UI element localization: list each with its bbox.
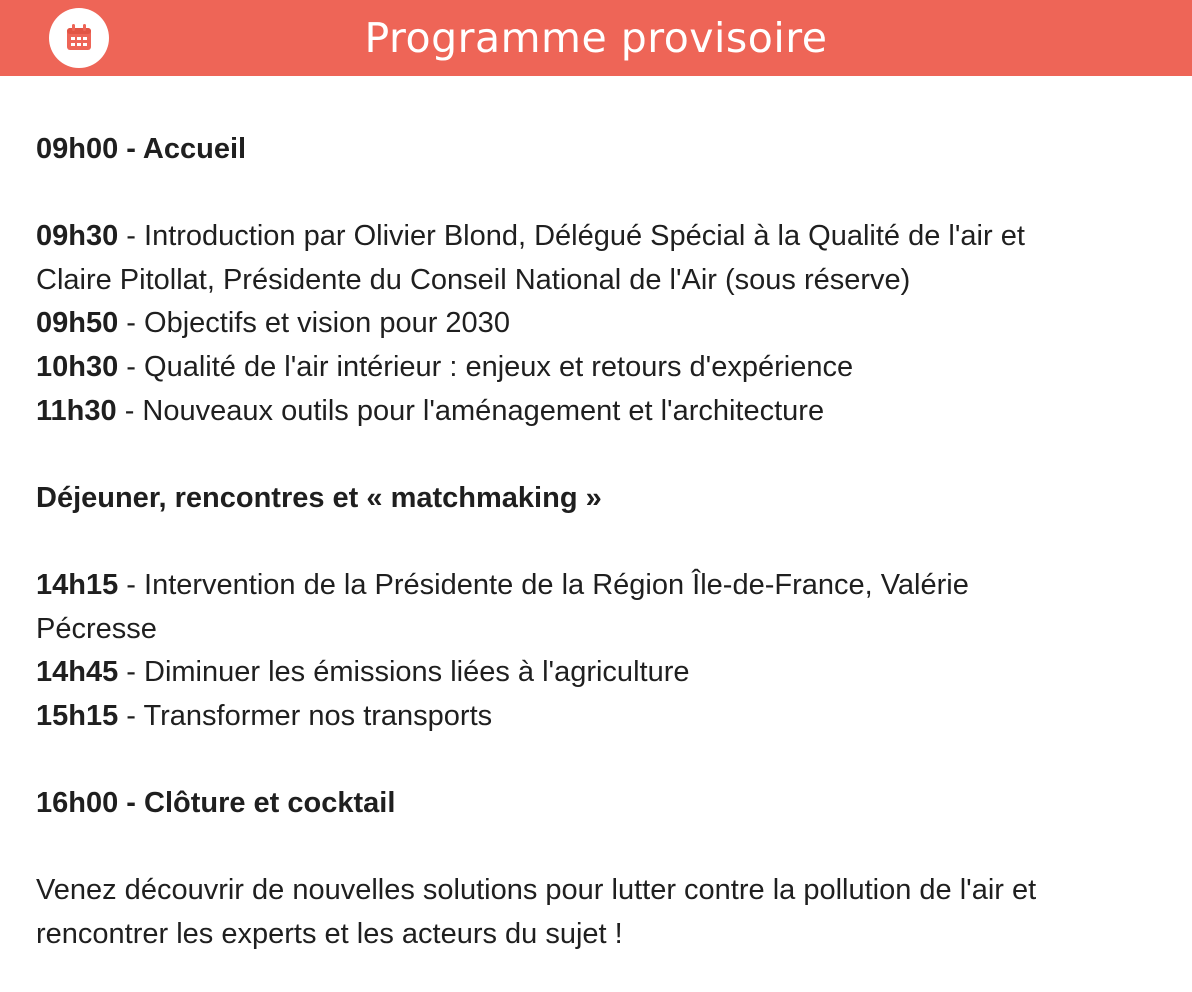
program-time: 10h30	[36, 350, 119, 383]
program-lunch: Déjeuner, rencontres et « matchmaking »	[36, 481, 602, 514]
program-separator: -	[118, 220, 145, 253]
header-banner	[0, 0, 1192, 76]
program-time: 14h15	[36, 568, 119, 601]
spacer	[36, 172, 1166, 216]
program-time: 15h15	[36, 699, 119, 732]
program-separator: -	[118, 307, 145, 340]
program-time: 09h50	[36, 307, 119, 340]
program-separator: -	[118, 656, 145, 689]
program-welcome: 09h00 - Accueil	[36, 133, 247, 165]
program-text: Objectifs et vision pour 2030	[144, 307, 510, 340]
spacer	[36, 433, 1166, 477]
program-item	[36, 695, 1166, 739]
program-content	[36, 128, 1166, 956]
program-text: Transformer nos transports	[143, 699, 493, 732]
program-separator: -	[118, 350, 145, 383]
program-outro: Venez découvrir de nouvelles solutions pour lutter contre la pollution de l'air et	[36, 874, 1037, 907]
program-text: Introduction par Olivier Blond, Délégué Spécial à la Qualité de l'air et	[144, 220, 1025, 253]
program-outro: rencontrer les experts et les acteurs du sujet !	[36, 917, 623, 950]
program-text: Intervention de la Présidente de la Région Île-de-France, Valérie	[144, 568, 969, 601]
program-item	[36, 390, 1166, 434]
page-title: Programme provisoire	[364, 14, 828, 62]
spacer	[36, 826, 1166, 870]
spacer	[36, 520, 1166, 564]
program-item-continued: Pécresse	[36, 612, 157, 645]
program-separator: -	[116, 394, 143, 427]
program-text: Nouveaux outils pour l'aménagement et l'architecture	[142, 394, 825, 427]
program-separator: -	[118, 568, 145, 601]
program-item-continued: Claire Pitollat, Présidente du Conseil National de l'Air (sous réserve)	[36, 263, 911, 296]
program-item	[36, 564, 1166, 608]
program-item	[36, 651, 1166, 695]
program-text: Qualité de l'air intérieur : enjeux et retours d'expérience	[144, 350, 854, 383]
program-closing: 16h00 - Clôture et cocktail	[36, 786, 396, 819]
program-item	[36, 215, 1166, 259]
program-separator: -	[118, 699, 144, 732]
program-time: 09h30	[36, 220, 119, 253]
program-time: 11h30	[36, 394, 117, 427]
program-time: 14h45	[36, 656, 119, 689]
program-item	[36, 346, 1166, 390]
program-item	[36, 302, 1166, 346]
spacer	[36, 738, 1166, 782]
program-text: Diminuer les émissions liées à l'agriculture	[144, 656, 690, 689]
